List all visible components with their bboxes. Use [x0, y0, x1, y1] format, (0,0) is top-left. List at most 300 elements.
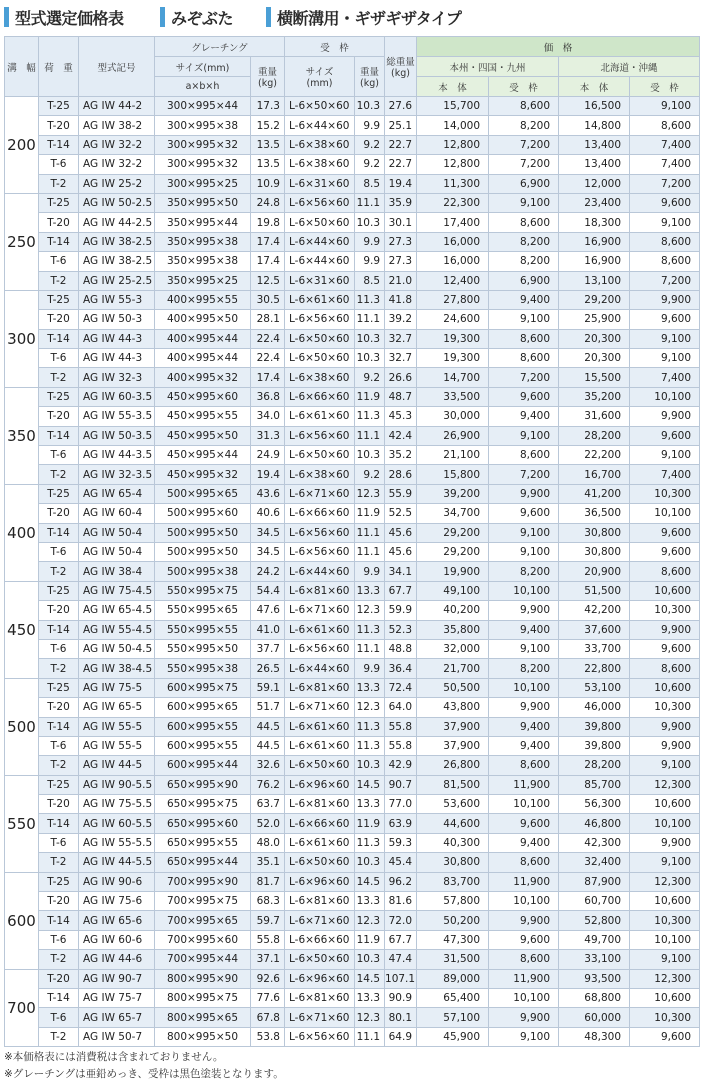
honshu-frame-price-cell: 8,600: [489, 213, 559, 232]
title-bar: [0, 0, 706, 34]
load-cell: T-2: [39, 659, 79, 678]
grating-weight-cell: 17.4: [251, 232, 285, 251]
grating-weight-cell: 34.0: [251, 407, 285, 426]
title-segment-3: [266, 6, 461, 28]
frame-weight-cell: 9.2: [355, 155, 385, 174]
honshu-body-price-cell: 27,800: [417, 290, 489, 309]
hokkaido-body-price-cell: 13,100: [559, 271, 630, 290]
hokkaido-body-price-cell: 12,000: [559, 174, 630, 193]
honshu-body-price-cell: 12,800: [417, 155, 489, 174]
frame-weight-cell: 11.3: [355, 736, 385, 755]
frame-size-cell: L-6×81×60: [285, 581, 355, 600]
total-weight-cell: 72.4: [385, 678, 417, 697]
code-cell: AG IW 90-7: [79, 969, 155, 988]
total-weight-cell: 59.3: [385, 833, 417, 852]
title-text-1: 型式選定価格表: [15, 8, 124, 28]
frame-size-cell: L-6×31×60: [285, 174, 355, 193]
hokkaido-body-price-cell: 30,800: [559, 523, 630, 542]
code-cell: AG IW 55-5: [79, 736, 155, 755]
honshu-frame-price-cell: 8,600: [489, 950, 559, 969]
load-cell: T-14: [39, 426, 79, 445]
grating-weight-cell: 36.8: [251, 387, 285, 406]
grating-size-cell: 650×995×90: [155, 775, 251, 794]
total-weight-cell: 32.7: [385, 329, 417, 348]
code-cell: AG IW 65-7: [79, 1008, 155, 1027]
total-weight-cell: 19.4: [385, 174, 417, 193]
frame-weight-cell: 14.5: [355, 775, 385, 794]
hokkaido-body-price-cell: 35,200: [559, 387, 630, 406]
frame-size-cell: L-6×50×60: [285, 97, 355, 116]
code-cell: AG IW 65-4.5: [79, 601, 155, 620]
hokkaido-body-price-cell: 37,600: [559, 620, 630, 639]
grating-weight-cell: 34.5: [251, 523, 285, 542]
grating-weight-cell: 34.5: [251, 542, 285, 561]
channel-width-cell: 450: [5, 581, 39, 678]
grating-weight-cell: 37.1: [251, 950, 285, 969]
total-weight-cell: 42.9: [385, 756, 417, 775]
table-row: [5, 329, 700, 348]
hokkaido-frame-price-cell: 10,300: [630, 484, 700, 503]
hokkaido-body-price-cell: 22,200: [559, 446, 630, 465]
grating-weight-cell: 40.6: [251, 504, 285, 523]
grating-weight-cell: 26.5: [251, 659, 285, 678]
hokkaido-frame-price-cell: 10,100: [630, 930, 700, 949]
hokkaido-body-price-cell: 53,100: [559, 678, 630, 697]
honshu-frame-price-cell: 8,200: [489, 562, 559, 581]
total-weight-cell: 27.6: [385, 97, 417, 116]
frame-weight-cell: 10.3: [355, 756, 385, 775]
honshu-frame-price-cell: 8,200: [489, 232, 559, 251]
frame-weight-cell: 11.9: [355, 814, 385, 833]
frame-size-cell: L-6×81×60: [285, 678, 355, 697]
frame-weight-cell: 8.5: [355, 174, 385, 193]
hokkaido-frame-price-cell: 9,600: [630, 426, 700, 445]
honshu-body-price-cell: 15,700: [417, 97, 489, 116]
honshu-frame-price-cell: 9,600: [489, 504, 559, 523]
frame-size-cell: L-6×71×60: [285, 698, 355, 717]
total-weight-cell: 107.1: [385, 969, 417, 988]
honshu-frame-price-cell: 10,100: [489, 581, 559, 600]
grating-weight-cell: 59.1: [251, 678, 285, 697]
grating-weight-cell: 54.4: [251, 581, 285, 600]
grating-size-cell: 400×995×44: [155, 329, 251, 348]
code-cell: AG IW 65-4: [79, 484, 155, 503]
code-cell: AG IW 25-2.5: [79, 271, 155, 290]
grating-size-cell: 800×995×75: [155, 988, 251, 1007]
total-weight-cell: 22.7: [385, 135, 417, 154]
hokkaido-frame-price-cell: 8,600: [630, 659, 700, 678]
grating-size-cell: 350×995×25: [155, 271, 251, 290]
frame-size-cell: L-6×81×60: [285, 795, 355, 814]
load-cell: T-14: [39, 620, 79, 639]
header-region-hokkaido: 北海道・沖縄: [559, 57, 700, 77]
grating-weight-cell: 59.7: [251, 911, 285, 930]
hokkaido-frame-price-cell: 8,600: [630, 252, 700, 271]
grating-weight-cell: 28.1: [251, 310, 285, 329]
honshu-body-price-cell: 11,300: [417, 174, 489, 193]
grating-weight-cell: 10.9: [251, 174, 285, 193]
code-cell: AG IW 32-3: [79, 368, 155, 387]
load-cell: T-25: [39, 678, 79, 697]
load-cell: T-6: [39, 736, 79, 755]
code-cell: AG IW 55-5: [79, 717, 155, 736]
load-cell: T-6: [39, 155, 79, 174]
total-weight-cell: 48.8: [385, 639, 417, 658]
grating-weight-cell: 13.5: [251, 135, 285, 154]
load-cell: T-2: [39, 562, 79, 581]
frame-weight-cell: 11.1: [355, 193, 385, 212]
frame-size-cell: L-6×44×60: [285, 659, 355, 678]
frame-size-cell: L-6×61×60: [285, 620, 355, 639]
grating-size-cell: 500×995×65: [155, 484, 251, 503]
hokkaido-frame-price-cell: 10,100: [630, 814, 700, 833]
frame-size-cell: L-6×56×60: [285, 639, 355, 658]
total-weight-cell: 45.6: [385, 523, 417, 542]
hokkaido-frame-price-cell: 8,600: [630, 232, 700, 251]
honshu-frame-price-cell: 8,200: [489, 659, 559, 678]
honshu-body-price-cell: 49,100: [417, 581, 489, 600]
load-cell: T-6: [39, 349, 79, 368]
honshu-frame-price-cell: 8,600: [489, 756, 559, 775]
table-row: [5, 892, 700, 911]
frame-weight-cell: 11.1: [355, 523, 385, 542]
honshu-frame-price-cell: 9,400: [489, 717, 559, 736]
honshu-body-price-cell: 19,900: [417, 562, 489, 581]
hokkaido-body-price-cell: 52,800: [559, 911, 630, 930]
code-cell: AG IW 38-2.5: [79, 252, 155, 271]
table-row: [5, 349, 700, 368]
grating-size-cell: 650×995×75: [155, 795, 251, 814]
table-row: [5, 465, 700, 484]
load-cell: T-6: [39, 639, 79, 658]
table-row: [5, 601, 700, 620]
frame-weight-cell: 9.9: [355, 659, 385, 678]
title-text-3: 横断溝用・ギザギザタイプ: [277, 8, 462, 28]
hokkaido-frame-price-cell: 10,600: [630, 988, 700, 1007]
hokkaido-body-price-cell: 28,200: [559, 426, 630, 445]
table-row: [5, 368, 700, 387]
frame-size-cell: L-6×81×60: [285, 988, 355, 1007]
grating-size-cell: 700×995×90: [155, 872, 251, 891]
table-row: [5, 639, 700, 658]
honshu-body-price-cell: 30,800: [417, 853, 489, 872]
hokkaido-frame-price-cell: 7,400: [630, 135, 700, 154]
honshu-frame-price-cell: 9,100: [489, 193, 559, 212]
honshu-body-price-cell: 21,100: [417, 446, 489, 465]
grating-weight-cell: 41.0: [251, 620, 285, 639]
honshu-body-price-cell: 16,000: [417, 252, 489, 271]
code-cell: AG IW 44-6: [79, 950, 155, 969]
honshu-body-price-cell: 19,300: [417, 329, 489, 348]
load-cell: T-6: [39, 252, 79, 271]
total-weight-cell: 52.3: [385, 620, 417, 639]
grating-size-cell: 350×995×38: [155, 252, 251, 271]
hokkaido-body-price-cell: 30,800: [559, 542, 630, 561]
hokkaido-body-price-cell: 42,200: [559, 601, 630, 620]
total-weight-cell: 35.9: [385, 193, 417, 212]
code-cell: AG IW 32-2: [79, 155, 155, 174]
channel-width-cell: 300: [5, 290, 39, 387]
load-cell: T-25: [39, 290, 79, 309]
grating-size-cell: 600×995×55: [155, 736, 251, 755]
hokkaido-frame-price-cell: 9,600: [630, 193, 700, 212]
grating-size-cell: 400×995×50: [155, 310, 251, 329]
frame-size-cell: L-6×81×60: [285, 892, 355, 911]
grating-weight-cell: 48.0: [251, 833, 285, 852]
honshu-body-price-cell: 16,000: [417, 232, 489, 251]
table-row: [5, 872, 700, 891]
frame-size-cell: L-6×50×60: [285, 446, 355, 465]
hokkaido-body-price-cell: 87,900: [559, 872, 630, 891]
honshu-body-price-cell: 35,800: [417, 620, 489, 639]
load-cell: T-25: [39, 193, 79, 212]
table-body: [5, 97, 700, 1047]
channel-width-cell: 500: [5, 678, 39, 775]
total-weight-cell: 27.3: [385, 232, 417, 251]
honshu-frame-price-cell: 9,600: [489, 814, 559, 833]
honshu-body-price-cell: 12,800: [417, 135, 489, 154]
frame-weight-cell: 10.3: [355, 950, 385, 969]
honshu-frame-price-cell: 9,100: [489, 523, 559, 542]
hokkaido-frame-price-cell: 9,600: [630, 639, 700, 658]
hokkaido-body-price-cell: 56,300: [559, 795, 630, 814]
honshu-body-price-cell: 50,500: [417, 678, 489, 697]
hokkaido-body-price-cell: 25,900: [559, 310, 630, 329]
hokkaido-frame-price-cell: 9,600: [630, 542, 700, 561]
header-grating-size: サイズ(mm): [155, 57, 251, 77]
grating-size-cell: 550×995×38: [155, 659, 251, 678]
code-cell: AG IW 60-3.5: [79, 387, 155, 406]
code-cell: AG IW 38-2: [79, 116, 155, 135]
code-cell: AG IW 90-6: [79, 872, 155, 891]
hokkaido-frame-price-cell: 7,400: [630, 465, 700, 484]
hokkaido-frame-price-cell: 9,900: [630, 717, 700, 736]
honshu-frame-price-cell: 7,200: [489, 465, 559, 484]
honshu-frame-price-cell: 8,600: [489, 349, 559, 368]
grating-weight-cell: 51.7: [251, 698, 285, 717]
grating-weight-cell: 43.6: [251, 484, 285, 503]
grating-weight-cell: 63.7: [251, 795, 285, 814]
grating-size-cell: 800×995×90: [155, 969, 251, 988]
code-cell: AG IW 75-4.5: [79, 581, 155, 600]
code-cell: AG IW 50-2.5: [79, 193, 155, 212]
hokkaido-frame-price-cell: 10,100: [630, 504, 700, 523]
footnotes: [4, 1049, 284, 1083]
hokkaido-frame-price-cell: 9,100: [630, 446, 700, 465]
frame-weight-cell: 12.3: [355, 484, 385, 503]
hokkaido-body-price-cell: 36,500: [559, 504, 630, 523]
frame-weight-cell: 12.3: [355, 1008, 385, 1027]
load-cell: T-25: [39, 387, 79, 406]
honshu-frame-price-cell: 9,900: [489, 484, 559, 503]
honshu-body-price-cell: 45,900: [417, 1027, 489, 1046]
channel-width-cell: 350: [5, 387, 39, 484]
frame-size-cell: L-6×50×60: [285, 853, 355, 872]
total-weight-cell: 42.4: [385, 426, 417, 445]
code-cell: AG IW 60-5.5: [79, 814, 155, 833]
table-row: [5, 562, 700, 581]
grating-size-cell: 700×995×75: [155, 892, 251, 911]
grating-size-cell: 600×995×44: [155, 756, 251, 775]
load-cell: T-2: [39, 368, 79, 387]
grating-weight-cell: 17.4: [251, 252, 285, 271]
hokkaido-body-price-cell: 68,800: [559, 988, 630, 1007]
total-weight-cell: 26.6: [385, 368, 417, 387]
load-cell: T-20: [39, 407, 79, 426]
header-grating-dims: a×b×h: [155, 77, 251, 97]
table-row: [5, 988, 700, 1007]
load-cell: T-2: [39, 853, 79, 872]
hokkaido-body-price-cell: 46,800: [559, 814, 630, 833]
grating-size-cell: 450×995×50: [155, 426, 251, 445]
frame-weight-cell: 11.3: [355, 407, 385, 426]
frame-weight-cell: 11.9: [355, 930, 385, 949]
grating-weight-cell: 19.4: [251, 465, 285, 484]
hokkaido-body-price-cell: 20,300: [559, 329, 630, 348]
code-cell: AG IW 65-6: [79, 911, 155, 930]
frame-weight-cell: 11.9: [355, 504, 385, 523]
load-cell: T-2: [39, 174, 79, 193]
grating-size-cell: 450×995×32: [155, 465, 251, 484]
total-weight-cell: 59.9: [385, 601, 417, 620]
hokkaido-frame-price-cell: 9,100: [630, 756, 700, 775]
load-cell: T-6: [39, 930, 79, 949]
hokkaido-frame-price-cell: 10,300: [630, 911, 700, 930]
table-row: [5, 717, 700, 736]
hokkaido-body-price-cell: 29,200: [559, 290, 630, 309]
grating-weight-cell: 17.4: [251, 368, 285, 387]
total-weight-cell: 45.6: [385, 542, 417, 561]
load-cell: T-2: [39, 950, 79, 969]
code-cell: AG IW 50-4.5: [79, 639, 155, 658]
total-weight-cell: 96.2: [385, 872, 417, 891]
total-weight-cell: 64.9: [385, 1027, 417, 1046]
honshu-body-price-cell: 30,000: [417, 407, 489, 426]
frame-size-cell: L-6×56×60: [285, 193, 355, 212]
honshu-body-price-cell: 26,800: [417, 756, 489, 775]
frame-size-cell: L-6×50×60: [285, 329, 355, 348]
table-row: [5, 407, 700, 426]
table-row: [5, 736, 700, 755]
hokkaido-frame-price-cell: 10,300: [630, 698, 700, 717]
footnote-tax: ※本価格表には消費税は含まれておりません。: [4, 1051, 224, 1063]
load-cell: T-14: [39, 717, 79, 736]
code-cell: AG IW 55-3: [79, 290, 155, 309]
hokkaido-frame-price-cell: 9,100: [630, 853, 700, 872]
honshu-frame-price-cell: 11,900: [489, 969, 559, 988]
hokkaido-body-price-cell: 16,500: [559, 97, 630, 116]
grating-weight-cell: 52.0: [251, 814, 285, 833]
frame-weight-cell: 14.5: [355, 872, 385, 891]
table-row: [5, 911, 700, 930]
hokkaido-frame-price-cell: 10,300: [630, 1008, 700, 1027]
load-cell: T-6: [39, 833, 79, 852]
hokkaido-body-price-cell: 93,500: [559, 969, 630, 988]
total-weight-cell: 77.0: [385, 795, 417, 814]
load-cell: T-20: [39, 698, 79, 717]
total-weight-cell: 30.1: [385, 213, 417, 232]
table-row: [5, 155, 700, 174]
frame-size-cell: L-6×38×60: [285, 465, 355, 484]
frame-size-cell: L-6×56×60: [285, 542, 355, 561]
hokkaido-body-price-cell: 13,400: [559, 135, 630, 154]
honshu-body-price-cell: 83,700: [417, 872, 489, 891]
honshu-body-price-cell: 12,400: [417, 271, 489, 290]
grating-size-cell: 450×995×44: [155, 446, 251, 465]
grating-size-cell: 400×995×55: [155, 290, 251, 309]
total-weight-cell: 63.9: [385, 814, 417, 833]
hokkaido-body-price-cell: 15,500: [559, 368, 630, 387]
code-cell: AG IW 55-3.5: [79, 407, 155, 426]
table-row: [5, 795, 700, 814]
table-row: [5, 930, 700, 949]
honshu-frame-price-cell: 10,100: [489, 795, 559, 814]
grating-weight-cell: 35.1: [251, 853, 285, 872]
frame-weight-cell: 9.9: [355, 252, 385, 271]
table-row: [5, 426, 700, 445]
load-cell: T-14: [39, 814, 79, 833]
table-row: [5, 581, 700, 600]
code-cell: AG IW 75-5: [79, 678, 155, 697]
table-row: [5, 232, 700, 251]
honshu-frame-price-cell: 9,400: [489, 736, 559, 755]
grating-weight-cell: 32.6: [251, 756, 285, 775]
load-cell: T-6: [39, 1008, 79, 1027]
hokkaido-body-price-cell: 42,300: [559, 833, 630, 852]
header-mizohaba: 溝 幅: [5, 37, 39, 97]
frame-weight-cell: 11.3: [355, 620, 385, 639]
load-cell: T-20: [39, 310, 79, 329]
grating-size-cell: 700×995×60: [155, 930, 251, 949]
frame-size-cell: L-6×56×60: [285, 523, 355, 542]
grating-size-cell: 500×995×38: [155, 562, 251, 581]
load-cell: T-14: [39, 232, 79, 251]
grating-size-cell: 300×995×44: [155, 97, 251, 116]
title-text-2: みぞぶた: [171, 8, 234, 28]
hokkaido-frame-price-cell: 7,400: [630, 155, 700, 174]
hokkaido-frame-price-cell: 7,200: [630, 174, 700, 193]
total-weight-cell: 21.0: [385, 271, 417, 290]
load-cell: T-20: [39, 116, 79, 135]
grating-weight-cell: 44.5: [251, 717, 285, 736]
header-kakaku: 価 格: [417, 37, 700, 57]
table-row: [5, 542, 700, 561]
total-weight-cell: 39.2: [385, 310, 417, 329]
honshu-body-price-cell: 22,300: [417, 193, 489, 212]
frame-size-cell: L-6×50×60: [285, 213, 355, 232]
honshu-body-price-cell: 21,700: [417, 659, 489, 678]
load-cell: T-6: [39, 542, 79, 561]
table-row: [5, 193, 700, 212]
honshu-frame-price-cell: 9,400: [489, 407, 559, 426]
honshu-frame-price-cell: 9,600: [489, 930, 559, 949]
grating-size-cell: 300×995×25: [155, 174, 251, 193]
grating-weight-cell: 15.2: [251, 116, 285, 135]
frame-weight-cell: 11.1: [355, 426, 385, 445]
honshu-frame-price-cell: 9,100: [489, 1027, 559, 1046]
table-row: [5, 620, 700, 639]
honshu-frame-price-cell: 9,400: [489, 833, 559, 852]
frame-weight-cell: 9.9: [355, 562, 385, 581]
honshu-frame-price-cell: 9,100: [489, 639, 559, 658]
grating-weight-cell: 24.8: [251, 193, 285, 212]
frame-size-cell: L-6×71×60: [285, 1008, 355, 1027]
total-weight-cell: 35.2: [385, 446, 417, 465]
grating-size-cell: 300×995×32: [155, 135, 251, 154]
header-honshu-frame: 受 枠: [489, 77, 559, 97]
grating-size-cell: 650×995×55: [155, 833, 251, 852]
grating-weight-cell: 13.5: [251, 155, 285, 174]
